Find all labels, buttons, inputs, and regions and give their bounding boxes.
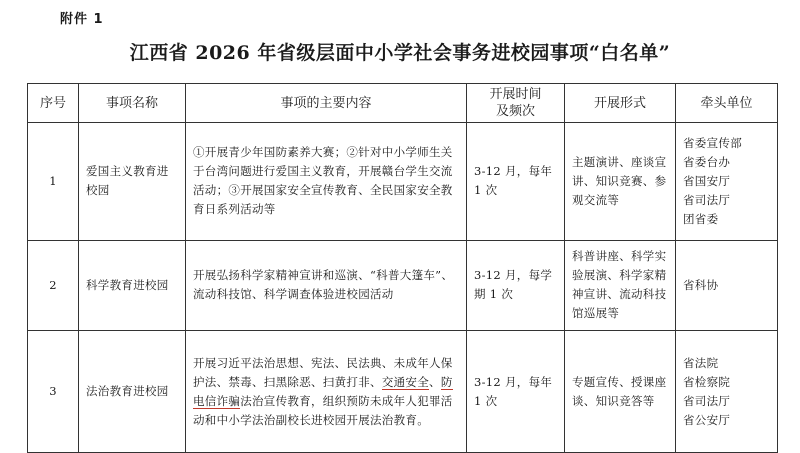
table-header-row	[28, 84, 778, 123]
row-item-name: 法治教育进校园	[79, 331, 186, 453]
row-lead	[676, 240, 778, 331]
row-lead	[676, 123, 778, 241]
lead-unit: 省委宣传部	[683, 135, 742, 150]
header-time-line1: 开展时间	[489, 87, 542, 102]
lead-unit: 团省委	[683, 211, 719, 226]
row-lead	[676, 331, 778, 453]
header-form: 开展形式	[565, 84, 676, 123]
table-row	[28, 240, 778, 331]
lead-unit: 省司法厅	[683, 393, 731, 408]
row-content: ①开展青少年国防素养大赛；②针对中小学师生关于台湾问题进行爱国主义教育，开展赣台学生交流活动；③开展国家安全宣传教育、全民国家安全教育日系列活动等	[186, 123, 467, 241]
row-content	[186, 331, 467, 453]
row-num: 2	[28, 240, 79, 331]
header-time-line2: 及频次	[495, 104, 535, 119]
table-row	[28, 123, 778, 241]
lead-unit: 省检察院	[683, 374, 731, 389]
row-time: 3-12 月，每年 1 次	[467, 331, 565, 453]
row-content: 开展弘扬科学家精神宣讲和巡演、“科普大篷车”、流动科技馆、科学调查体验进校园活动	[186, 240, 467, 331]
row-num: 3	[28, 331, 79, 453]
lead-unit: 省科协	[683, 277, 719, 292]
lead-unit: 省法院	[683, 355, 719, 370]
whitelist-table	[27, 83, 778, 453]
row-time: 3-12 月，每年 1 次	[467, 123, 565, 241]
row-time: 3-12 月，每学期 1 次	[467, 240, 565, 331]
row-form: 主题演讲、座谈宣讲、知识竞赛、参观交流等	[565, 123, 676, 241]
attachment-label: 附件 1	[60, 12, 104, 27]
header-lead: 牵头单位	[676, 84, 778, 123]
header-time	[467, 84, 565, 123]
lead-unit: 省国安厅	[683, 173, 731, 188]
row-num: 1	[28, 123, 79, 241]
underlined-text: 防电信诈骗	[193, 374, 453, 408]
row-form: 科普讲座、科学实验展演、科学家精神宣讲、流动科技馆巡展等	[565, 240, 676, 331]
content-text: 、	[429, 374, 441, 389]
underlined-text: 交通安全	[381, 374, 430, 389]
lead-unit: 省司法厅	[683, 192, 731, 207]
row-item-name: 爱国主义教育进校园	[79, 123, 186, 241]
row-form: 专题宣传、授课座谈、知识竞答等	[565, 331, 676, 453]
header-name: 事项名称	[79, 84, 186, 123]
header-num: 序号	[28, 84, 79, 123]
lead-unit: 省委台办	[683, 154, 731, 169]
header-content: 事项的主要内容	[186, 84, 467, 123]
document-title: 江西省 2026 年省级层面中小学社会事务进校园事项“白名单”	[129, 42, 671, 64]
content-text: 法治宣传教育，组织预防未成年人犯罪活动和中小学法治副校长进校园开展法治教育。	[193, 393, 453, 427]
content-text: 开展习近平法治思想、宪法、民法典、未成年人保护法、禁毒、扫黑除恶、扫黄打非、	[193, 355, 453, 389]
lead-unit: 省公安厅	[683, 412, 731, 427]
row-item-name: 科学教育进校园	[79, 240, 186, 331]
table-row	[28, 331, 778, 453]
